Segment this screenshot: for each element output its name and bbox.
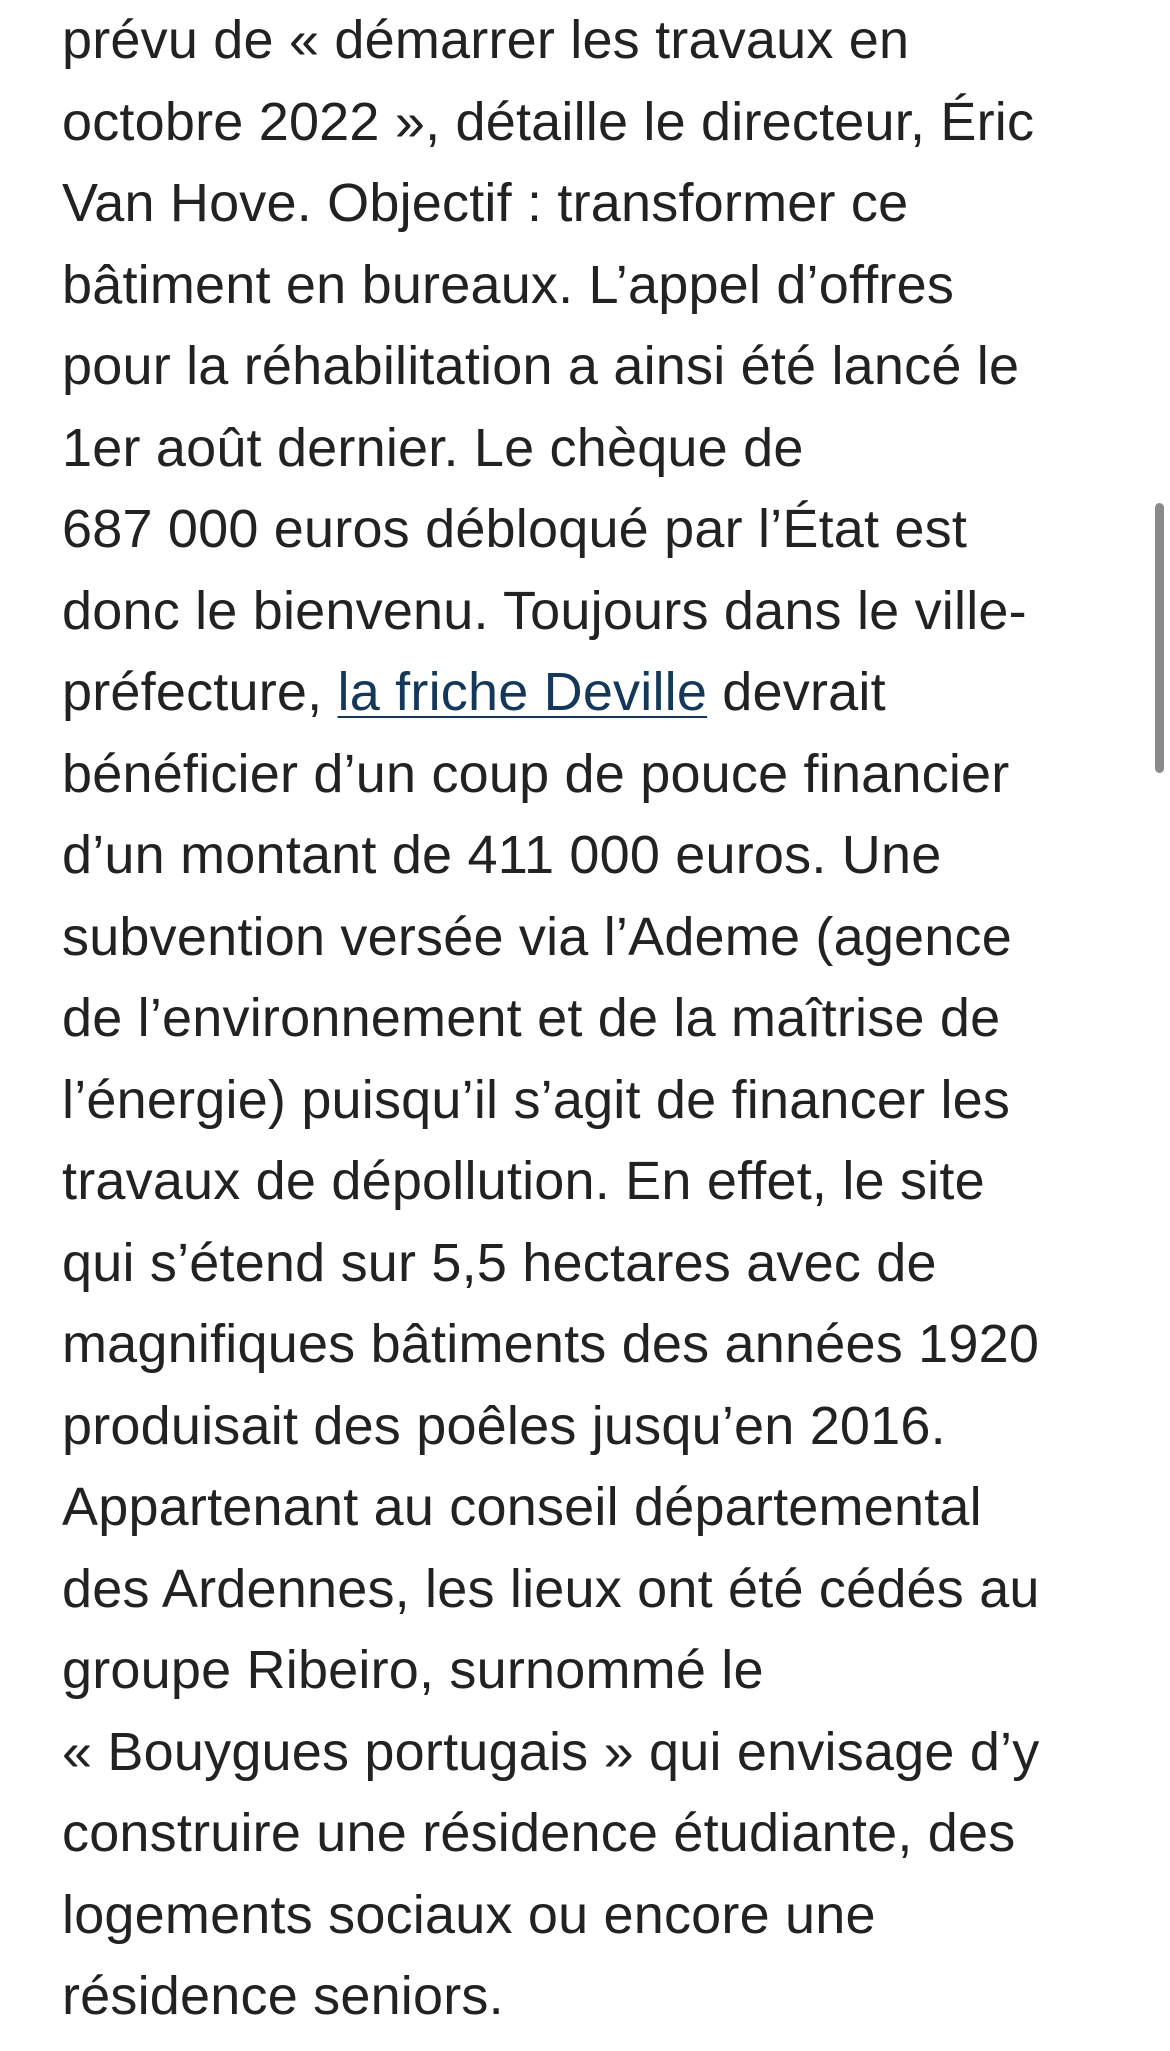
- article-line: « Bouygues portugais » qui envisage d’y: [62, 1721, 1040, 1782]
- article-line: logements sociaux ou encore une: [62, 1884, 876, 1945]
- article-line: groupe Ribeiro, surnommé le: [62, 1640, 764, 1700]
- article-line: Van Hove. Objectif : transformer ce: [62, 173, 909, 233]
- article-line: travaux de dépollution. En effet, le site: [62, 1151, 985, 1211]
- article-line: magnifiques bâtiments des années 1920: [62, 1314, 1040, 1374]
- article-line: bénéficier d’un coup de pouce financier: [62, 743, 1010, 804]
- article-line: prévu de « démarrer les travaux en: [62, 10, 910, 70]
- article-line: donc le bienvenu. Toujours dans le ville-: [62, 580, 1027, 641]
- article-line-text: devrait: [722, 662, 886, 722]
- article-line: des Ardennes, les lieux ont été cédés au: [62, 1558, 1040, 1619]
- article-line: subvention versée via l’Ademe (agence: [62, 906, 1012, 967]
- article-line: pour la réhabilitation a ainsi été lancé le: [62, 336, 1020, 396]
- article-line: produisait des poêles jusqu’en 2016.: [62, 1395, 946, 1456]
- article-line: bâtiment en bureaux. L’appel d’offres: [62, 254, 955, 315]
- article-body: [62, 0, 1122, 2038]
- article-line-with-link: [62, 652, 1122, 734]
- article-line: Appartenant au conseil départemental: [62, 1477, 982, 1537]
- article-line: qui s’étend sur 5,5 hectares avec de: [62, 1232, 937, 1293]
- article-line: l’énergie) puisqu’il s’agit de financer les: [62, 1069, 1011, 1130]
- article-line: résidence seniors.: [62, 1966, 504, 2026]
- article-line: octobre 2022 », détaille le directeur, Éric: [62, 91, 1035, 152]
- article-line-text: préfecture,: [62, 662, 323, 722]
- article-line: 1er août dernier. Le chèque de: [62, 417, 804, 478]
- vertical-scrollbar[interactable]: [1155, 503, 1164, 773]
- article-line: de l’environnement et de la maîtrise de: [62, 988, 1001, 1048]
- friche-deville-link[interactable]: la friche Deville: [337, 662, 708, 722]
- article-line: construire une résidence étudiante, des: [62, 1803, 1016, 1863]
- article-line: d’un montant de 411 000 euros. Une: [62, 825, 942, 885]
- article-line: 687 000 euros débloqué par l’État est: [62, 499, 968, 559]
